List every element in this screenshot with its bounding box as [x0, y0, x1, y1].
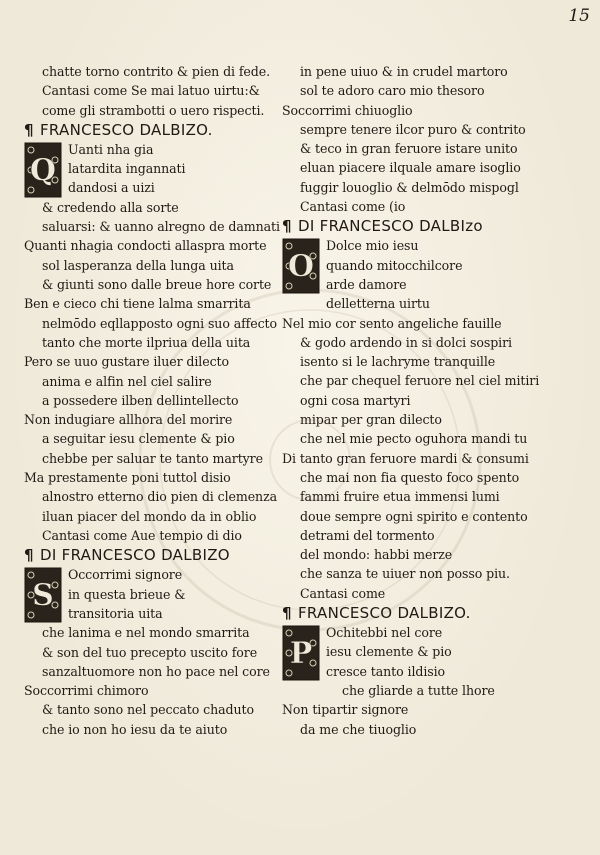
initial-lines — [68, 565, 185, 623]
poem-heading — [24, 120, 286, 140]
verse-line: Cantasi come Se mai latuo uirtu:& — [42, 83, 260, 99]
verse-line: fuggir louoglio & delmōdo mispogl — [300, 179, 519, 195]
verse-line: sol te adoro caro mio thesoro — [300, 83, 485, 99]
verse-line: iesu clemente & pio — [326, 644, 452, 660]
verse-line: nelmōdo eqllapposto ogni suo affecto — [42, 315, 277, 331]
verse-line: che nel mie pecto oguhora mandi tu — [300, 431, 528, 447]
heading-text: FRANCESCO DALBIZO. — [298, 604, 471, 623]
poem-heading — [24, 545, 286, 565]
verse-line: Pero se uuo gustare iluer dilecto — [24, 354, 229, 370]
verse-line: a possedere ilben dellintellecto — [42, 392, 239, 408]
verse-line: detrami del tormento — [300, 527, 435, 543]
verse-line: arde damore — [326, 276, 407, 292]
verse-line: Soccorrimi chiuoglio — [282, 102, 413, 118]
verse-line: tanto che morte ilpriua della uita — [42, 334, 251, 350]
verse-line: che par chequel feruore nel ciel mitiri — [300, 373, 540, 389]
verse-line: Cantasi come — [300, 585, 386, 601]
verse-line: Soccorrimi chimoro — [24, 683, 149, 699]
left-column — [24, 62, 286, 739]
verse-line: ogni cosa martyri — [300, 392, 411, 408]
verse-line: & son del tuo precepto uscito fore — [42, 644, 258, 660]
verse-line: del mondo: habbi merze — [300, 547, 453, 563]
initial-block — [24, 140, 286, 198]
decorated-initial-icon — [24, 567, 62, 623]
verse-line: alnostro etterno dio pien di clemenza — [42, 489, 278, 505]
verse-line: mipar per gran dilecto — [300, 412, 442, 428]
pilcrow-icon: ¶ — [282, 217, 292, 236]
verse-line: sempre tenere ilcor puro & contrito — [300, 121, 526, 137]
pilcrow-icon: ¶ — [282, 604, 292, 623]
right-column — [282, 62, 587, 739]
verse-line: Nel mio cor sento angeliche fauille — [282, 315, 502, 331]
decorated-initial-icon — [282, 625, 320, 681]
verse-line: isento si le lachryme tranquille — [300, 354, 496, 370]
verse-line: transitoria uita — [68, 605, 163, 621]
heading-text: DI FRANCESCO DALBIZO — [40, 546, 230, 565]
verse-line: da me che tiuoglio — [300, 721, 417, 737]
verse-line: chebbe per saluar te tanto martyre — [42, 450, 263, 466]
verse-line: & teco in gran feruore istare unito — [300, 141, 518, 157]
decorated-initial-icon — [24, 142, 62, 198]
decorated-initial-icon — [282, 238, 320, 294]
svg-text:P: P — [289, 636, 313, 672]
verse-line: sanzaltuomore non ho pace nel core — [42, 663, 270, 679]
verse-line: che lanima e nel mondo smarrita — [42, 625, 250, 641]
initial-lines — [326, 236, 462, 313]
svg-text:S: S — [32, 578, 54, 614]
initial-block — [24, 565, 286, 623]
verse-line: Uanti nha gia — [68, 141, 154, 157]
verse-line: Occorrimi signore — [68, 567, 183, 583]
verse-line: Ma prestamente poni tuttol disio — [24, 470, 231, 486]
verse-line: Dolce mio iesu — [326, 238, 419, 254]
verse-line: dandosi a uizi — [68, 180, 155, 196]
verse-line: come gli strambotti o uero rispecti. — [42, 102, 265, 118]
verse-line: latardita ingannati — [68, 161, 186, 177]
poem-heading — [282, 216, 587, 236]
verse-line: in pene uiuo & in crudel martoro — [300, 64, 508, 79]
svg-text:Q: Q — [29, 152, 57, 188]
verse-line: delletterna uirtu — [326, 296, 430, 312]
verse-line: sol lasperanza della lunga uita — [42, 257, 234, 273]
poem-heading — [282, 603, 587, 623]
initial-lines — [68, 140, 185, 198]
verse-line: & godo ardendo in si dolci sospiri — [300, 334, 512, 350]
verse-line: in questa brieue & — [68, 586, 186, 602]
verse-line: Quanti nhagia condocti allaspra morte — [24, 238, 267, 254]
verse-line: doue sempre ogni spirito e contento — [300, 508, 528, 524]
verse-line: Non indugiare allhora del morire — [24, 412, 233, 428]
verse-line: iluan piacer del mondo da in oblio — [42, 508, 257, 524]
initial-lines — [326, 623, 452, 681]
verse-line: che sanza te uiuer non posso piu. — [300, 566, 510, 582]
verse-line: & giunti sono dalle breue hore corte — [42, 277, 272, 293]
pilcrow-icon: ¶ — [24, 546, 34, 565]
verse-line: cresce tanto ildisio — [326, 663, 446, 679]
verse-line: che mai non fia questo foco spento — [300, 469, 520, 485]
verse-line: Cantasi come (io — [300, 199, 406, 215]
heading-text: FRANCESCO DALBIZO. — [40, 120, 213, 139]
verse-line: & tanto sono nel peccato chaduto — [42, 702, 254, 718]
verse-line: quando mitocchilcore — [326, 257, 463, 273]
verse-line: eluan piacere ilquale amare isoglio — [300, 160, 521, 176]
verse-line: a seguitar iesu clemente & pio — [42, 431, 235, 447]
verse-line: che io non ho iesu da te aiuto — [42, 721, 228, 737]
verse-line: fammi fruire etua immensi lumi — [300, 489, 500, 505]
verse-line: Cantasi come Aue tempio di dio — [42, 527, 242, 543]
pilcrow-icon: ¶ — [24, 120, 34, 139]
verse-line: Ochitebbi nel core — [326, 625, 443, 641]
initial-block — [282, 623, 587, 681]
verse-line: che gliarde a tutte lhore — [342, 683, 495, 699]
verse-line: Non tipartir signore — [282, 702, 409, 718]
verse-line: & credendo alla sorte — [42, 199, 179, 215]
initial-block — [282, 236, 587, 313]
svg-text:O: O — [287, 249, 315, 285]
verse-line: chatte torno contrito & pien di fede. — [42, 64, 271, 79]
verse-line: Di tanto gran feruore mardi & consumi — [282, 450, 529, 466]
heading-text: DI FRANCESCO DALBIzo — [298, 217, 483, 236]
verse-line: saluarsi: & uanno alregno de damnati — [42, 219, 280, 235]
page-number: 15 — [568, 6, 590, 26]
verse-line: Ben e cieco chi tiene lalma smarrita — [24, 296, 251, 312]
verse-line: anima e alfin nel ciel salire — [42, 373, 212, 389]
